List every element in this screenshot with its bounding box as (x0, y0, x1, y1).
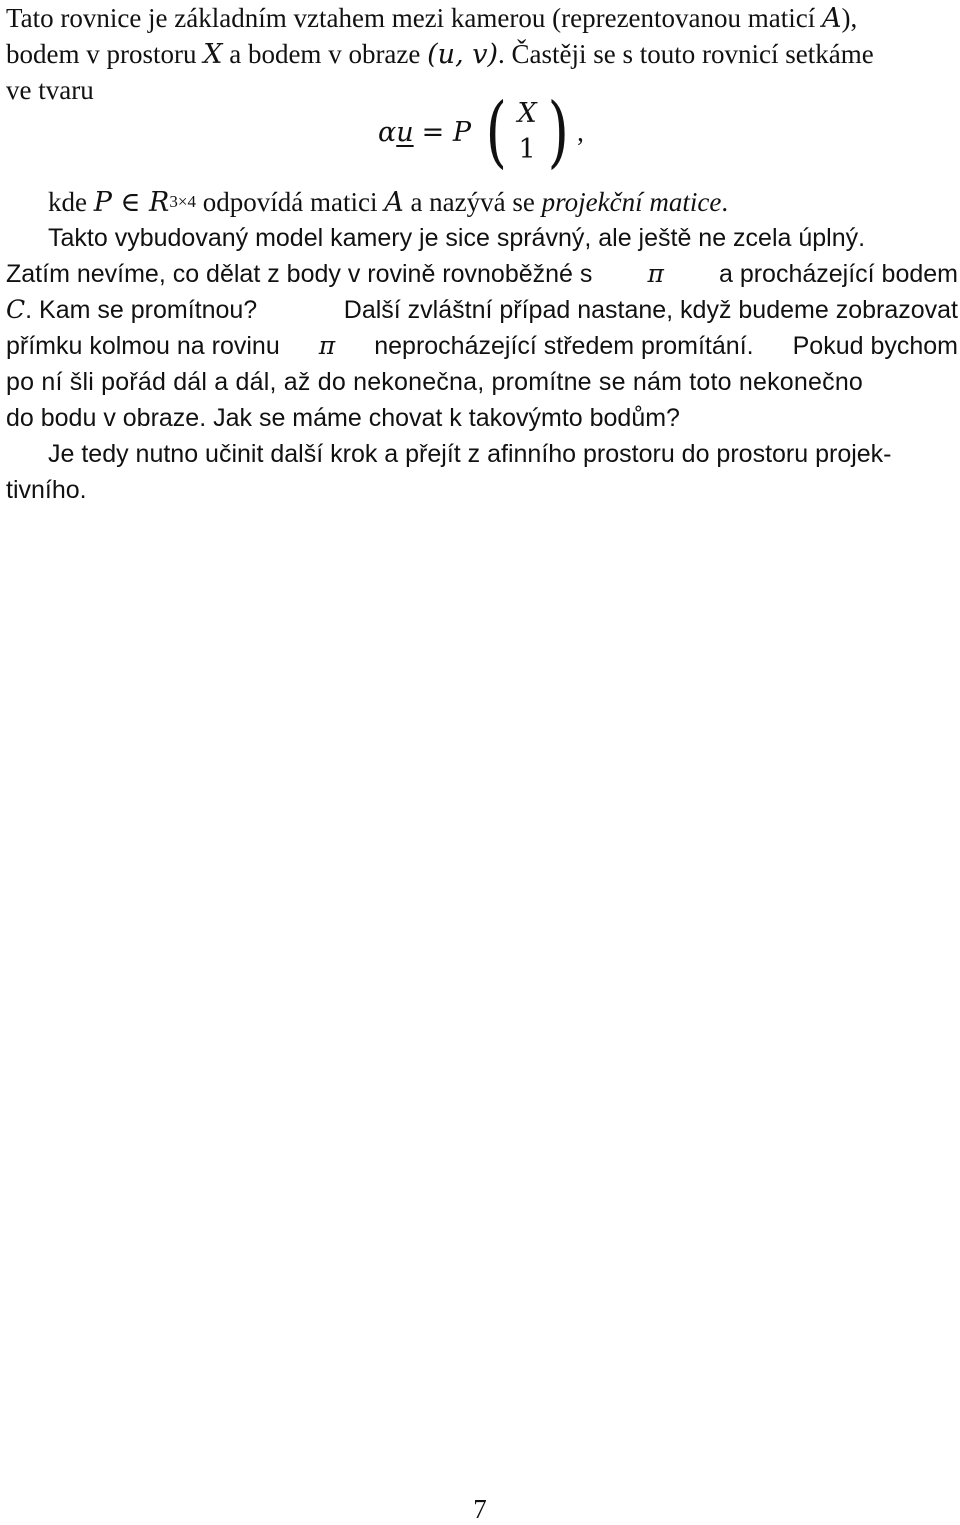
text-segment: Další zvláštní případ nastane, když budeme zobrazovat (343, 296, 958, 324)
vector-bottom-entry: 1 (518, 134, 536, 165)
text-line (6, 364, 958, 400)
superscript: 3×4 (169, 192, 196, 211)
text-segment: po ní šli pořád dál a dál, až do nekonečna, promítne se nám toto nekonečno (6, 368, 864, 396)
column-vector (517, 96, 536, 168)
text-segment: Tato rovnice je základním vztahem mezi kamerou (reprezentovanou maticí (6, 3, 816, 33)
math-symbol: π (647, 259, 664, 288)
text-line (6, 328, 958, 364)
text-line (6, 292, 958, 328)
text-segment: Zatím nevíme, co dělat z body v rovině rovnoběžné s (6, 260, 593, 288)
math-expression: P ∈ R (93, 187, 170, 218)
text-line (6, 36, 958, 72)
text-line (6, 400, 958, 436)
emphasized-term: projekční matice (541, 187, 722, 217)
text-segment: Takto vybudovaný model kamery je sice správný, ale ještě ne zcela úplný. (48, 224, 866, 252)
text-line (6, 436, 958, 472)
text-segment: a bodem v obraze (229, 39, 421, 69)
equation-comma: , (577, 116, 584, 147)
vector-top-entry: X (517, 98, 537, 129)
alpha-symbol: α (378, 116, 397, 148)
text-segment: přímku kolmou na rovinu (6, 332, 280, 360)
text-segment: . (721, 187, 729, 217)
math-symbol: X (203, 39, 223, 70)
text-segment: a procházející bodem (718, 260, 958, 288)
paragraph-camera-model (6, 220, 958, 436)
text-segment: Pokud bychom (792, 332, 958, 360)
text-segment: a nazývá se (410, 187, 535, 217)
text-line (6, 220, 958, 256)
u-vector-symbol: u (396, 116, 414, 148)
text-segment: . Častěji se s touto rovnicí setkáme (498, 39, 874, 69)
math-symbol: A (384, 187, 404, 218)
text-segment: . Kam se promítnou? (25, 296, 258, 324)
text-segment: bodem v prostoru (6, 39, 197, 69)
math-expression: (u, v) (427, 39, 499, 70)
text-segment: do bodu v obraze. Jak se máme chovat k takovýmto bodům? (6, 404, 680, 432)
paragraph-intro (6, 0, 958, 108)
display-equation (378, 87, 584, 177)
definition-line (6, 184, 958, 220)
text-segment: ), (841, 3, 858, 33)
text-segment: odpovídá matici (202, 187, 378, 217)
math-symbol: π (318, 331, 336, 360)
math-symbol: A (822, 3, 842, 34)
text-segment: Je tedy nutno učinit další krok a přejít z afinního prostoru do prostoru projek- (48, 440, 892, 468)
paragraph-projective (6, 436, 958, 508)
equals-P: = P (421, 116, 471, 148)
text-line (6, 472, 958, 508)
text-line (6, 256, 958, 292)
text-segment: ve tvaru (6, 75, 94, 105)
math-symbol: C (6, 295, 26, 324)
text-line (6, 0, 958, 36)
right-paren: ) (547, 87, 569, 177)
text-segment: neprocházející středem promítání. (374, 332, 754, 360)
left-paren: ( (485, 87, 507, 177)
page-number: 7 (473, 1494, 487, 1524)
text-segment: tivního. (6, 476, 87, 504)
text-line (6, 184, 958, 220)
text-segment: kde (48, 187, 87, 217)
